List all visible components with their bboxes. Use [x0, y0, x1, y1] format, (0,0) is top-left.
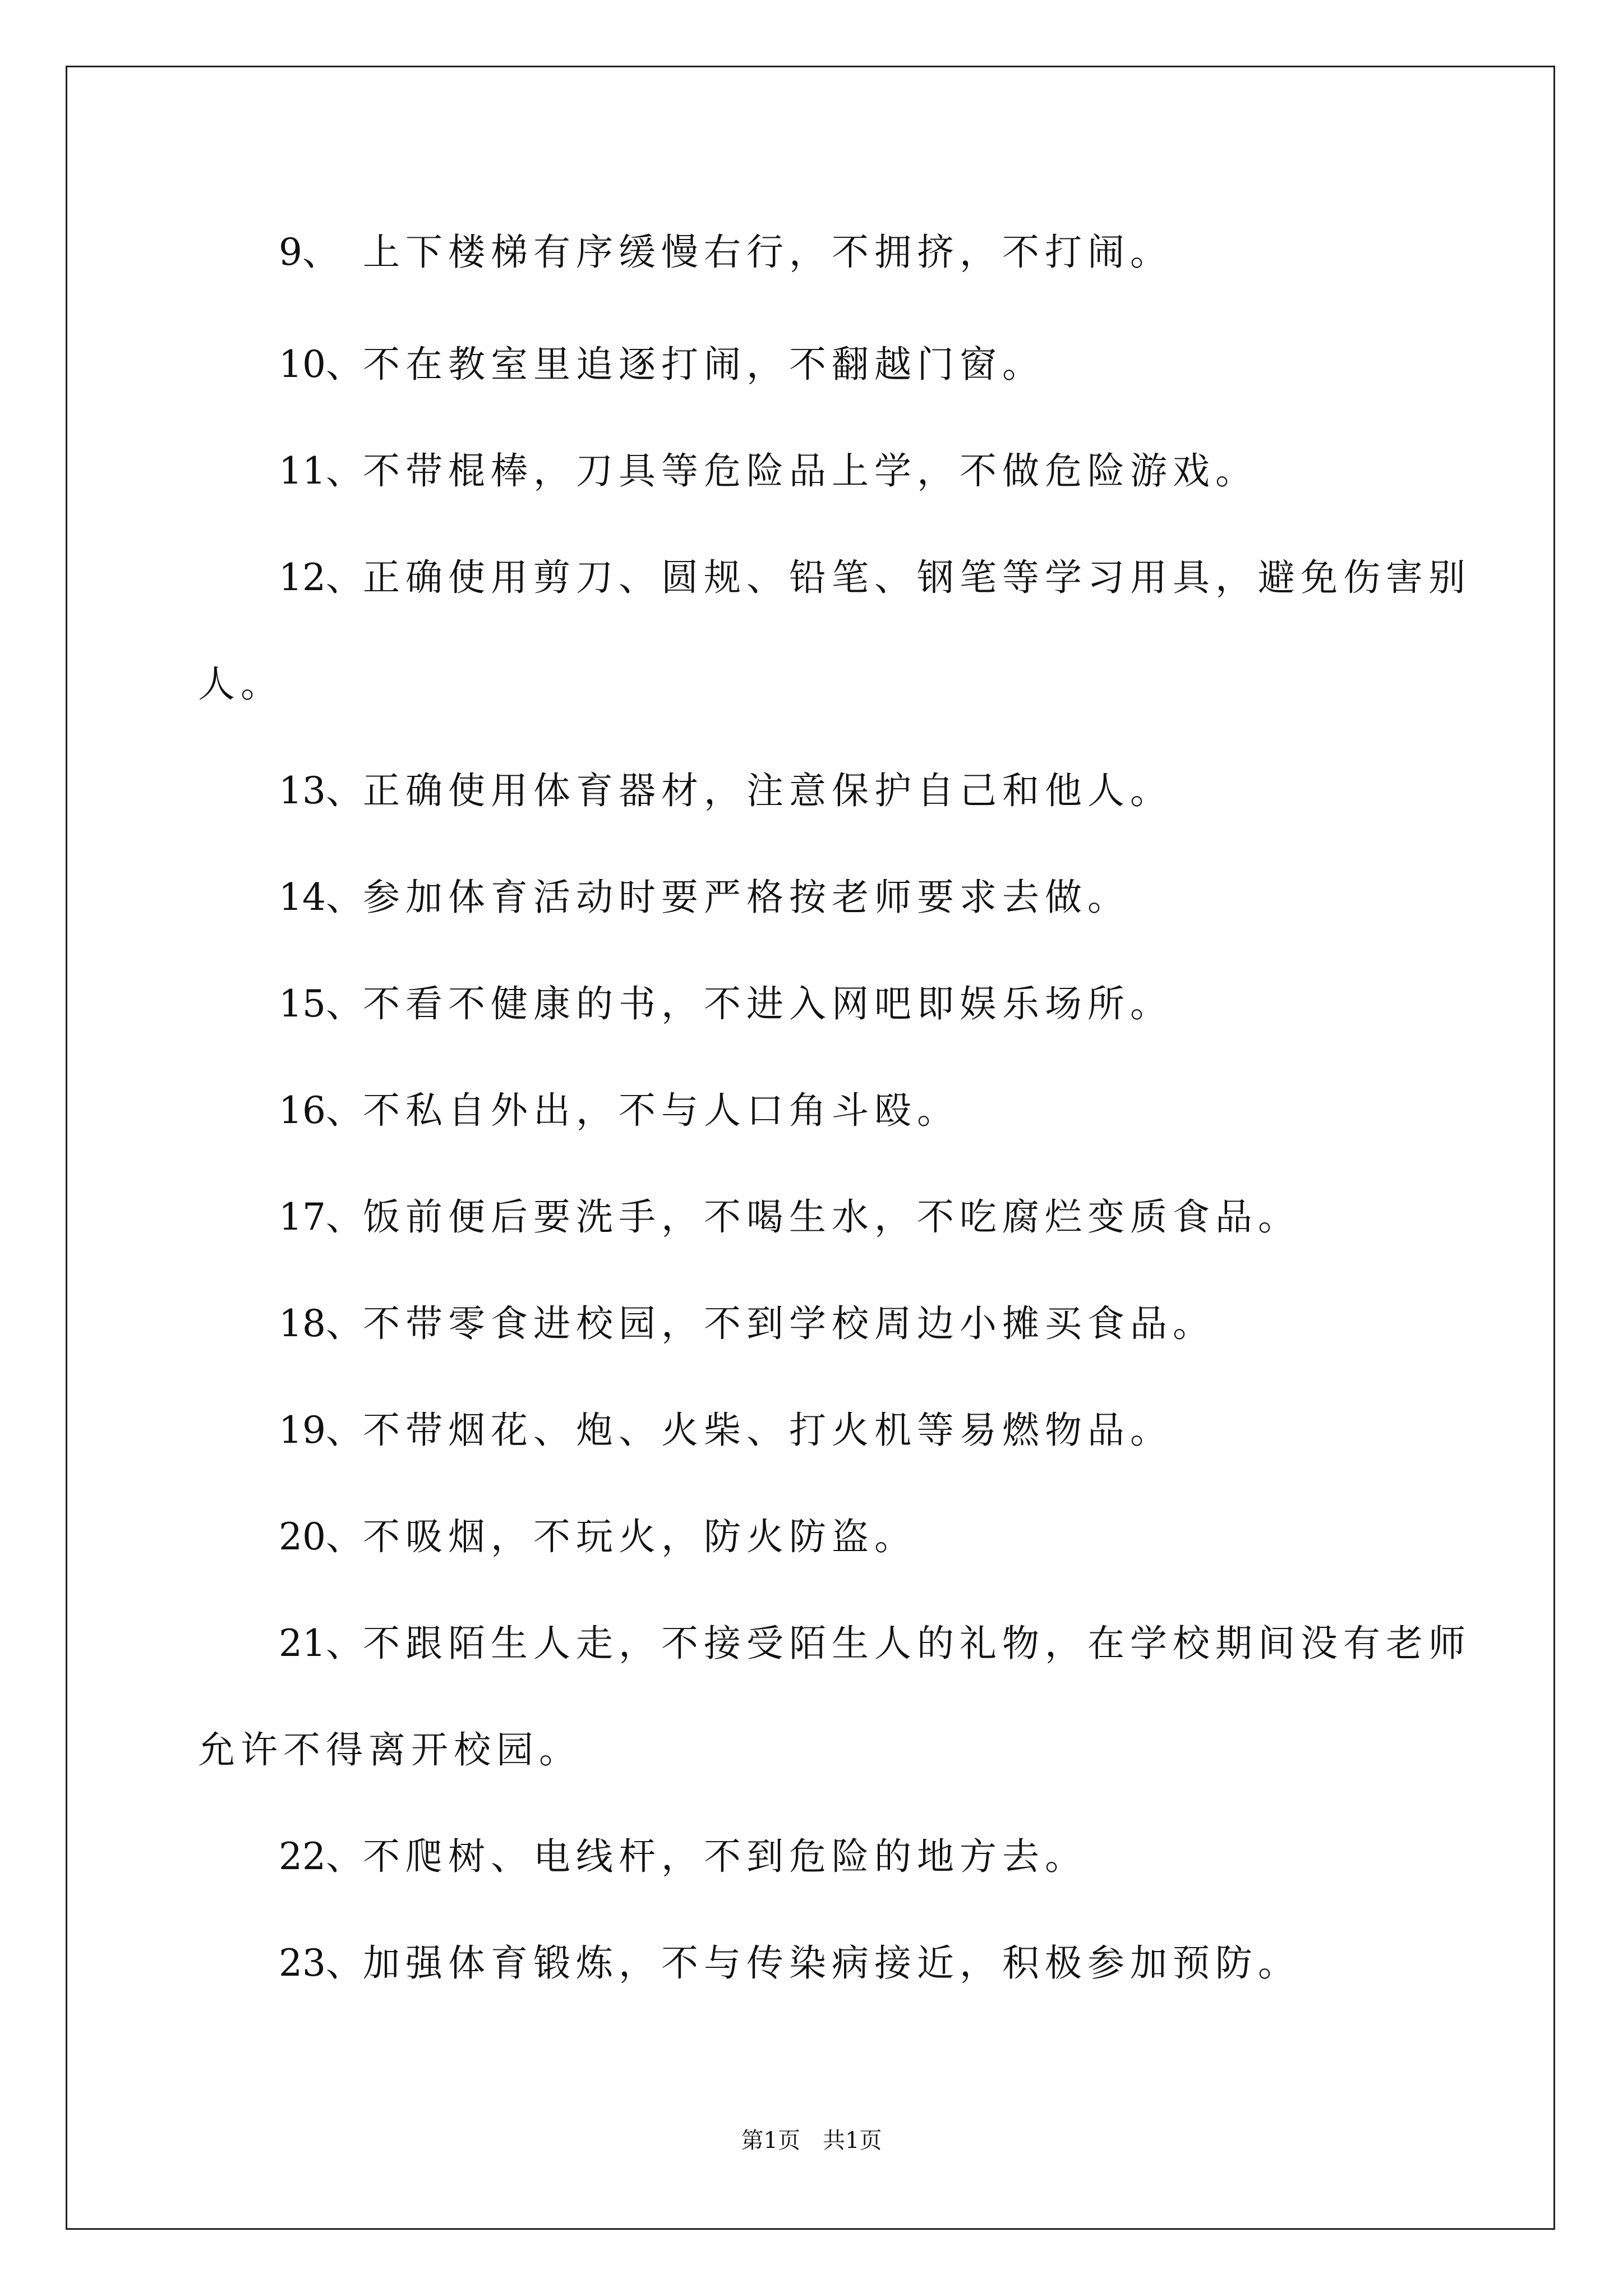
list-item — [279, 449, 1541, 494]
item-text: 不看不健康的书，不进入网吧即娱乐场所。 — [363, 982, 1173, 1025]
item-text-continuation: 允许不得离开校园。 — [198, 1728, 582, 1772]
item-number: 10、 — [279, 343, 363, 386]
list-item — [279, 1941, 1541, 1986]
list-item — [279, 1088, 1541, 1133]
list-item — [279, 1834, 1541, 1879]
item-number: 20、 — [279, 1515, 363, 1558]
item-number: 21、 — [279, 1622, 363, 1665]
item-text: 不吸烟，不玩火，防火防盗。 — [363, 1515, 917, 1558]
item-text: 不跟陌生人走，不接受陌生人的礼物，在学校期间没有老师 — [363, 1622, 1471, 1665]
item-number: 15、 — [279, 982, 363, 1025]
item-text-continuation: 人。 — [198, 662, 283, 706]
item-text: 不在教室里追逐打闹，不翻越门窗。 — [363, 343, 1045, 386]
item-number: 18、 — [279, 1302, 363, 1345]
item-number: 12、 — [279, 556, 363, 599]
item-text: 不爬树、电线杆，不到危险的地方去。 — [363, 1835, 1087, 1878]
item-number: 16、 — [279, 1089, 363, 1132]
item-number: 17、 — [279, 1195, 363, 1239]
list-item — [279, 1621, 1541, 1666]
list-item — [279, 555, 1541, 600]
item-number: 14、 — [279, 876, 363, 919]
list-item — [279, 1515, 1541, 1559]
item-text: 参加体育活动时要严格按老师要求去做。 — [363, 876, 1130, 919]
list-item — [279, 769, 1541, 813]
item-number: 19、 — [279, 1409, 363, 1452]
list-item — [279, 1301, 1541, 1346]
item-number: 23、 — [279, 1941, 363, 1985]
list-item — [279, 1408, 1541, 1453]
item-text: 不带烟花、炮、火柴、打火机等易燃物品。 — [363, 1409, 1173, 1452]
list-item — [279, 982, 1541, 1027]
list-item — [279, 875, 1541, 920]
item-text: 正确使用剪刀、圆规、铅笔、钢笔等学习用具，避免伤害别 — [363, 556, 1471, 599]
item-number: 9、 — [279, 231, 339, 274]
item-text: 正确使用体育器材，注意保护自己和他人。 — [363, 769, 1173, 812]
item-text: 加强体育锻炼，不与传染病接近，积极参加预防。 — [363, 1941, 1301, 1985]
item-text: 上下楼梯有序缓慢右行，不拥挤，不打闹。 — [363, 231, 1173, 274]
list-item — [279, 230, 1541, 275]
page-border — [66, 66, 1555, 2230]
item-text: 不带棍棒，刀具等危险品上学，不做危险游戏。 — [363, 449, 1258, 493]
item-number: 13、 — [279, 769, 363, 812]
page-footer: 第1页 共1页 — [741, 2128, 882, 2154]
item-number: 11、 — [279, 449, 363, 493]
list-item — [279, 1195, 1541, 1240]
item-text: 不私自外出，不与人口角斗殴。 — [363, 1089, 960, 1132]
list-item — [279, 342, 1541, 387]
item-number: 22、 — [279, 1835, 363, 1878]
item-text: 饭前便后要洗手，不喝生水，不吃腐烂变质食品。 — [363, 1195, 1301, 1239]
item-text: 不带零食进校园，不到学校周边小摊买食品。 — [363, 1302, 1215, 1345]
